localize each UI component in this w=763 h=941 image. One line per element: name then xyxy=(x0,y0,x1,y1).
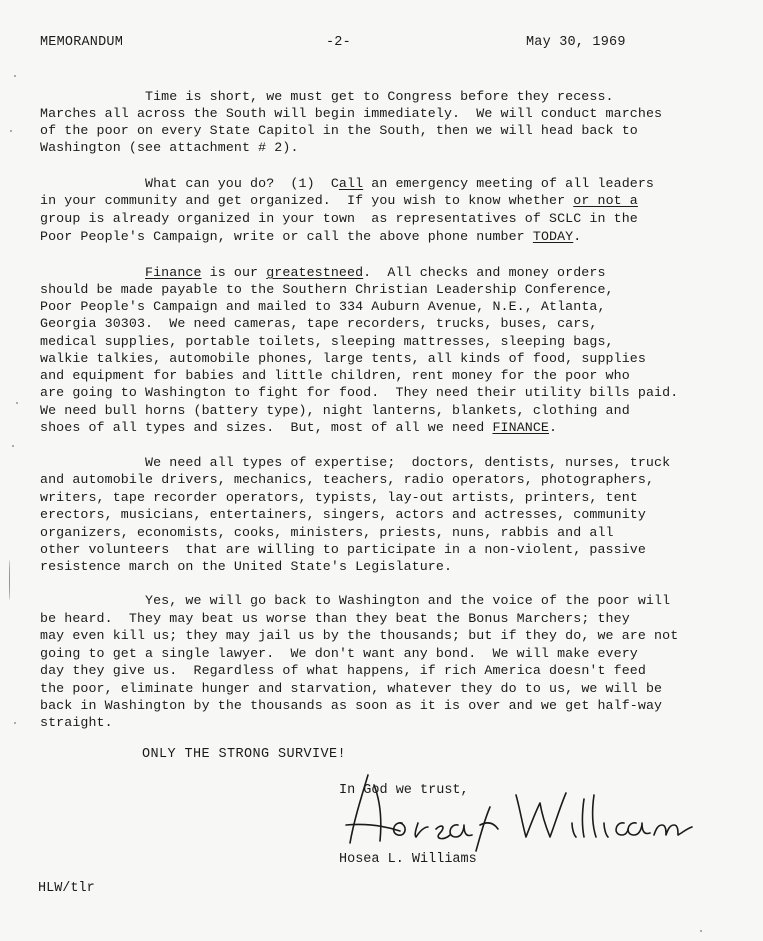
paragraph-line: Poor People's Campaign and mailed to 334 Auburn Avenue, N.E., Atlanta, xyxy=(40,299,606,314)
handwritten-signature xyxy=(340,765,700,855)
memo-date: May 30, 1969 xyxy=(526,35,626,50)
paragraph-line: Poor People's Campaign, write or call the above phone number TODAY. xyxy=(40,229,582,244)
paragraph-line: the poor, eliminate hunger and starvation, whatever they do to us, we will be xyxy=(40,681,663,696)
reference-initials: HLW/tlr xyxy=(38,881,95,896)
paragraph-line: Finance is our greatestneed. All checks and money orders xyxy=(145,265,606,280)
paragraph-line: We need bull horns (battery type), night lanterns, blankets, clothing and xyxy=(40,403,630,418)
paragraph-line: be heard. They may beat us worse than they beat the Bonus Marchers; they xyxy=(40,611,630,626)
paragraph-line: and equipment for babies and little children, rent money for the poor who xyxy=(40,368,630,383)
paragraph-line: back in Washington by the thousands as soon as it is over and we get half-way xyxy=(40,698,663,713)
paragraph-line: Georgia 30303. We need cameras, tape recorders, trucks, buses, cars, xyxy=(40,316,598,331)
paragraph-line: Marches all across the South will begin immediately. We will conduct marches xyxy=(40,106,663,121)
scan-speck xyxy=(700,930,702,932)
paragraph-line: are going to Washington to fight for food. They need their utility bills paid. xyxy=(40,385,679,400)
page-number: -2- xyxy=(326,35,351,50)
valediction: In God we trust, xyxy=(339,783,469,798)
paragraph-line: We need all types of expertise; doctors, dentists, nurses, truck xyxy=(145,455,671,470)
paragraph-line: What can you do? (1) Call an emergency meeting of all leaders xyxy=(145,176,655,191)
paragraph-line: organizers, economists, cooks, ministers, priests, nuns, rabbis and all xyxy=(40,525,614,540)
paragraph-line: should be made payable to the Southern Christian Leadership Conference, xyxy=(40,282,614,297)
paragraph-line: Time is short, we must get to Congress before they recess. xyxy=(145,89,614,104)
scan-speck xyxy=(14,722,16,724)
scan-speck xyxy=(10,130,12,132)
scan-speck xyxy=(16,402,18,404)
paragraph-line: in your community and get organized. If you wish to know whether or not a xyxy=(40,193,638,208)
paragraph-line: erectors, musicians, entertainers, singers, actors and actresses, community xyxy=(40,507,646,522)
paragraph-line: Yes, we will go back to Washington and the voice of the poor will xyxy=(145,593,671,608)
scan-speck xyxy=(9,560,10,600)
paragraph-line: shoes of all types and sizes. But, most of all we need FINANCE. xyxy=(40,420,558,435)
paragraph-line: of the poor on every State Capitol in the South, then we will head back to xyxy=(40,123,638,138)
paragraph-line: straight. xyxy=(40,715,113,730)
paragraph-line: other volunteers that are willing to participate in a non-violent, passive xyxy=(40,542,646,557)
memo-label: MEMORANDUM xyxy=(40,35,124,50)
paragraph-line: resistence march on the United State's Legislature. xyxy=(40,559,453,574)
paragraph-line: and automobile drivers, mechanics, teachers, radio operators, photographers, xyxy=(40,472,655,487)
paragraph-line: group is already organized in your town as representatives of SCLC in the xyxy=(40,211,638,226)
paragraph-line: Washington (see attachment # 2). xyxy=(40,140,299,155)
signer-name: Hosea L. Williams xyxy=(339,852,477,867)
paragraph-line: medical supplies, portable toilets, sleeping mattresses, sleeping bags, xyxy=(40,334,614,349)
scan-speck xyxy=(14,75,16,77)
closing-slogan: ONLY THE STRONG SURVIVE! xyxy=(142,747,347,762)
paragraph-line: writers, tape recorder operators, typists, lay-out artists, printers, tent xyxy=(40,490,638,505)
paragraph-line: may even kill us; they may jail us by the thousands; but if they do, we are not xyxy=(40,628,679,643)
paragraph-line: day they give us. Regardless of what happens, if rich America doesn't feed xyxy=(40,663,646,678)
scan-speck xyxy=(12,445,14,447)
paragraph-line: walkie talkies, automobile phones, large tents, all kinds of food, supplies xyxy=(40,351,646,366)
paragraph-line: going to get a single lawyer. We don't want any bond. We will make every xyxy=(40,646,638,661)
